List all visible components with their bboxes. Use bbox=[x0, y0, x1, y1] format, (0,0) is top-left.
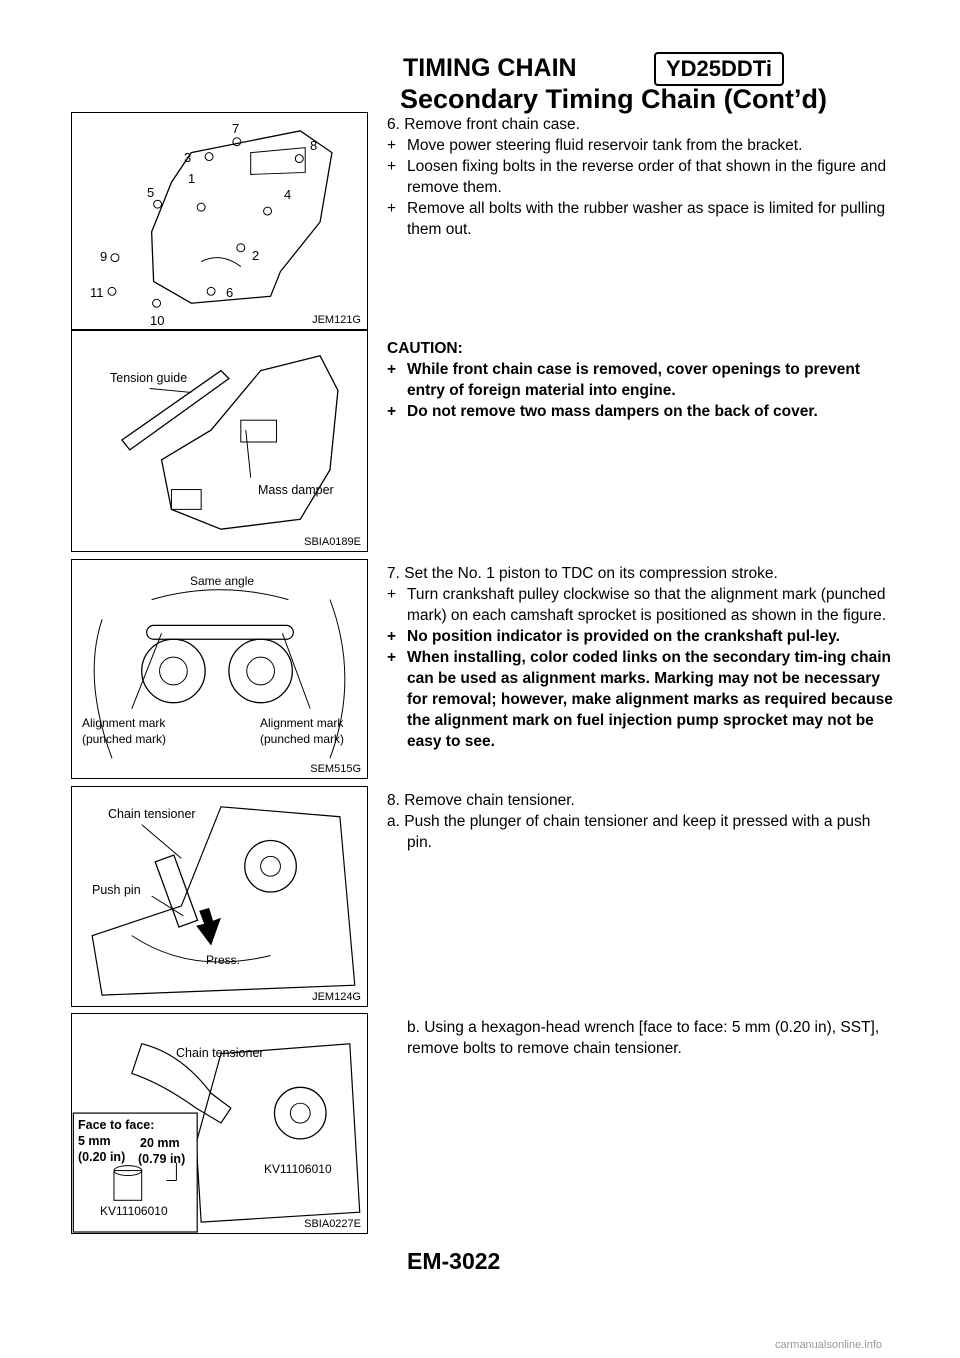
list-item: + When installing, color coded links on the secondary tim-ing chain can be used as alignment marks. Marking may not be necessary for removal; however, make alignment marks as required because the alignment mark on fuel injection pump sprocket may not be easy to see. bbox=[387, 649, 893, 750]
step-6-block bbox=[387, 114, 893, 240]
figure-alignment-marks bbox=[71, 559, 368, 779]
caution-heading: CAUTION: bbox=[387, 340, 463, 357]
step-7-block bbox=[387, 563, 893, 752]
list-item: + Remove all bolts with the rubber washer as space is limited for pulling them out. bbox=[387, 200, 886, 238]
bolt-order-drawing bbox=[72, 113, 367, 329]
label-push-pin: Push pin bbox=[92, 883, 141, 897]
chain-case-drawing bbox=[72, 331, 367, 551]
bolt-number-2: 2 bbox=[252, 248, 260, 263]
list-item: + Do not remove two mass dampers on the back of cover. bbox=[387, 403, 818, 420]
label-sst-number: KV11106010 bbox=[264, 1162, 332, 1176]
bolt-number-6: 6 bbox=[226, 285, 234, 300]
label-alignment-mark-left: Alignment mark bbox=[82, 716, 166, 730]
figure-push-pin bbox=[71, 786, 368, 1007]
step-8-heading: 8. Remove chain tensioner. bbox=[387, 792, 575, 809]
label-chain-tensioner: Chain tensioner bbox=[176, 1046, 264, 1060]
list-item: + Loosen fixing bolts in the reverse order of that shown in the figure and remove them. bbox=[387, 158, 887, 196]
list-item: + Move power steering fluid reservoir tank from the bracket. bbox=[387, 137, 803, 154]
bolt-number-11: 11 bbox=[90, 285, 104, 300]
label-sst-number-inset: KV11106010 bbox=[100, 1204, 168, 1218]
label-punched-mark-right: (punched mark) bbox=[260, 732, 345, 746]
label-0-20-in: (0.20 in) bbox=[78, 1150, 126, 1164]
figure-chain-case bbox=[71, 330, 368, 552]
bolt-number-7: 7 bbox=[232, 121, 240, 136]
page-number: EM-3022 bbox=[407, 1248, 501, 1274]
step-8-sub-a: a. Push the plunger of chain tensioner and keep it pressed with a push pin. bbox=[387, 813, 871, 851]
bolt-number-9: 9 bbox=[100, 249, 108, 264]
section-subtitle: Secondary Timing Chain (Cont’d) bbox=[400, 84, 828, 114]
label-alignment-mark-right: Alignment mark bbox=[260, 716, 344, 730]
section-title: TIMING CHAIN bbox=[403, 54, 577, 82]
figure-id: JEM124G bbox=[312, 991, 361, 1003]
bolt-number-3: 3 bbox=[184, 150, 192, 165]
caution-block bbox=[387, 338, 893, 422]
step-6-heading: 6. Remove front chain case. bbox=[387, 116, 580, 133]
label-punched-mark-left: (punched mark) bbox=[82, 732, 167, 746]
label-20mm: 20 mm bbox=[140, 1136, 180, 1150]
label-chain-tensioner: Chain tensioner bbox=[108, 807, 196, 821]
figure-hex-wrench bbox=[71, 1013, 368, 1234]
figure-id: SBIA0227E bbox=[304, 1218, 361, 1230]
list-item: + Turn crankshaft pulley clockwise so that the alignment mark (punched mark) on each camshaft sprocket is positioned as shown in the figure. bbox=[387, 586, 887, 624]
bolt-number-10: 10 bbox=[150, 313, 165, 328]
figure-id: SBIA0189E bbox=[304, 536, 361, 548]
figure-id: JEM121G bbox=[312, 314, 361, 326]
step-8-sub-b: b. Using a hexagon-head wrench [face to face: 5 mm (0.20 in), SST], remove bolts to remove chain tensioner. bbox=[407, 1019, 880, 1057]
bolt-number-8: 8 bbox=[310, 138, 318, 153]
label-tension-guide: Tension guide bbox=[110, 371, 188, 385]
bolt-number-4: 4 bbox=[284, 187, 292, 202]
label-5mm: 5 mm bbox=[78, 1134, 111, 1148]
step-8b-block bbox=[387, 1017, 893, 1059]
bolt-number-1: 1 bbox=[188, 171, 196, 186]
label-press: Press. bbox=[206, 953, 241, 967]
label-face-to-face: Face to face: bbox=[78, 1118, 155, 1132]
bolt-number-5: 5 bbox=[147, 185, 155, 200]
list-item: + No position indicator is provided on the crankshaft pul-ley. bbox=[387, 628, 840, 645]
figure-bolt-order bbox=[71, 112, 368, 330]
figure-id: SEM515G bbox=[310, 763, 361, 775]
step-8-block bbox=[387, 790, 893, 853]
label-same-angle: Same angle bbox=[190, 574, 255, 588]
engine-code-badge: YD25DDTi bbox=[654, 52, 784, 86]
site-watermark: carmanualsonline.info bbox=[775, 1339, 883, 1351]
label-mass-damper: Mass damper bbox=[258, 483, 334, 497]
label-0-79-in: (0.79 in) bbox=[138, 1152, 186, 1166]
list-item: + While front chain case is removed, cover openings to prevent entry of foreign material into engine. bbox=[387, 361, 861, 399]
step-7-heading: 7. Set the No. 1 piston to TDC on its compression stroke. bbox=[387, 565, 778, 582]
